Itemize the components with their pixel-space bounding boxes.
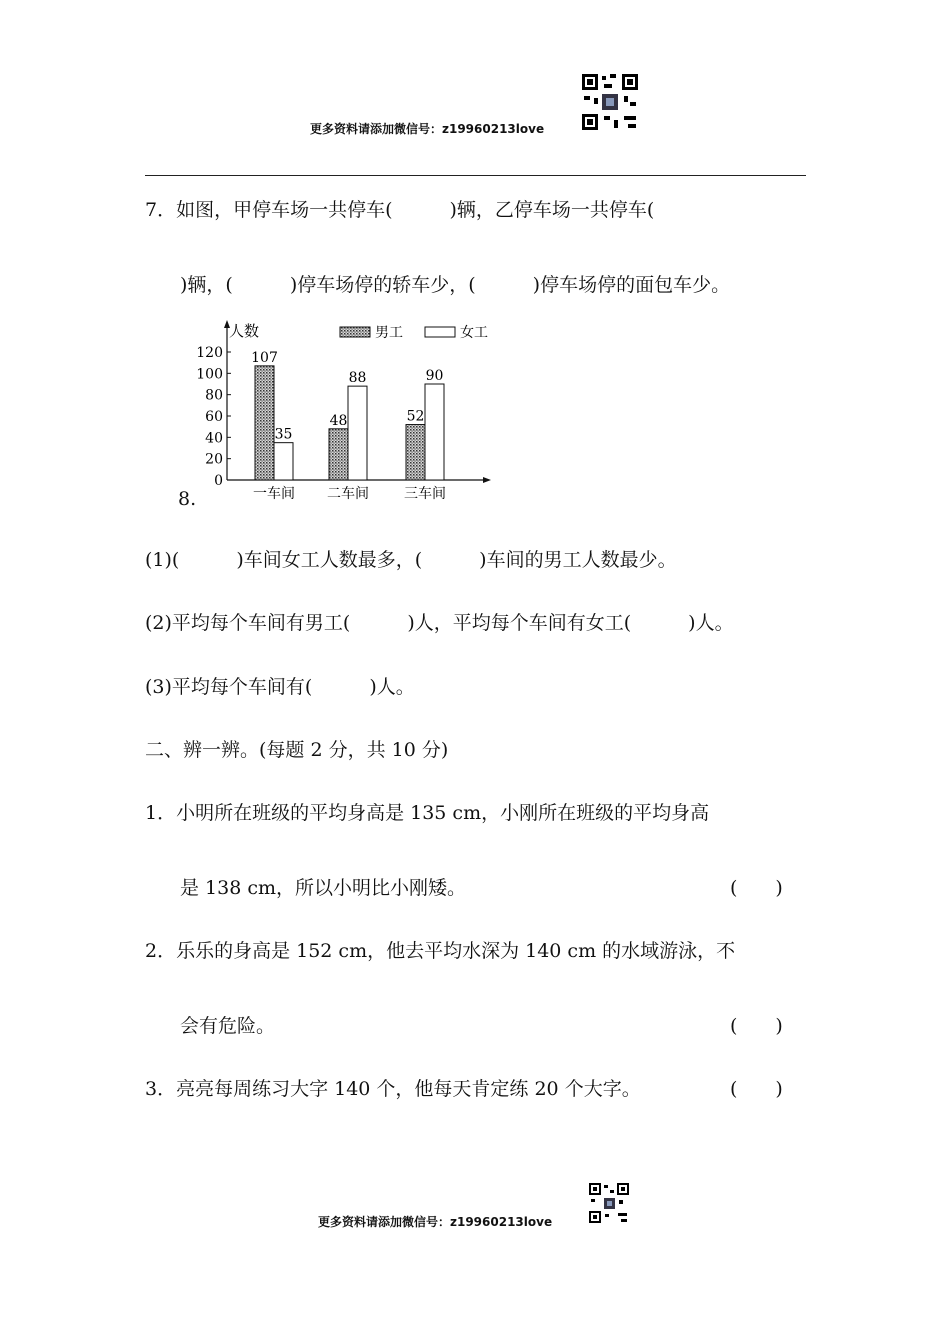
q8-sub2: (2)平均每个车间有男工( )人，平均每个车间有女工( )人。 (145, 612, 734, 634)
s2-q2-line2: 会有危险。 (180, 1015, 276, 1037)
x-axis-arrow (483, 477, 491, 483)
x-tick-label-2: 二车间 (327, 486, 369, 502)
s2-q1-line2: 是 138 cm，所以小明比小刚矮。 (180, 877, 467, 899)
data-label-female-2: 88 (348, 370, 367, 387)
bar-male-2 (329, 429, 348, 480)
qr-code-icon-footer (588, 1182, 630, 1224)
q8-number: 8. (178, 488, 197, 510)
y-tick-label: 80 (205, 387, 223, 404)
data-label-male-2: 48 (329, 412, 348, 429)
x-tick-label-1: 一车间 (253, 486, 295, 502)
data-label-male-3: 52 (406, 408, 425, 425)
legend-label-male: 男工 (375, 325, 403, 341)
s2-q1-answer-blank[interactable]: ( ) (730, 877, 783, 899)
legend-label-female: 女工 (460, 325, 488, 341)
bar-female-2 (348, 386, 367, 480)
q7-line2: )辆，( )停车场停的轿车少，( )停车场停的面包车少。 (180, 274, 731, 296)
data-label-male-1: 107 (251, 349, 278, 366)
q7-line1: 7．如图，甲停车场一共停车( )辆，乙停车场一共停车( (145, 199, 655, 221)
qr-code-icon (580, 72, 640, 132)
s2-q3-answer-blank[interactable]: ( ) (730, 1078, 783, 1100)
footer-watermark: 更多资料请添加微信号：z19960213love (318, 1215, 553, 1229)
bar-female-1 (274, 443, 293, 480)
s2-q1-line1: 1．小明所在班级的平均身高是 135 cm，小刚所在班级的平均身高 (145, 802, 710, 824)
y-axis-label: 人数 (229, 322, 260, 340)
legend-swatch-female (425, 327, 455, 337)
q8-sub3: (3)平均每个车间有( )人。 (145, 676, 415, 698)
y-tick-label: 0 (214, 473, 223, 489)
y-tick-label: 20 (205, 451, 223, 468)
bar-female-3 (425, 384, 444, 480)
s2-q2-answer-blank[interactable]: ( ) (730, 1015, 783, 1037)
workshop-bar-chart (185, 318, 505, 510)
header-divider (145, 175, 806, 176)
s2-q2-line1: 2．乐乐的身高是 152 cm，他去平均水深为 140 cm 的水域游泳，不 (145, 940, 736, 962)
header-watermark: 更多资料请添加微信号：z19960213love (310, 122, 545, 136)
q8-sub1: (1)( )车间女工人数最多，( )车间的男工人数最少。 (145, 549, 677, 571)
y-tick-label: 100 (196, 366, 223, 383)
bar-male-1 (255, 366, 274, 480)
y-tick-label: 60 (205, 409, 223, 425)
bar-male-3 (406, 425, 425, 480)
data-label-female-3: 90 (425, 368, 444, 384)
data-label-female-1: 35 (274, 426, 293, 443)
y-tick-label: 120 (196, 345, 223, 361)
x-tick-label-3: 三车间 (404, 486, 446, 502)
legend-swatch-male (340, 327, 370, 337)
y-tick-label: 40 (205, 430, 223, 447)
section2-title: 二、辨一辨。(每题 2 分，共 10 分) (145, 739, 449, 761)
s2-q3-line1: 3．亮亮每周练习大字 140 个，他每天肯定练 20 个大字。 (145, 1078, 641, 1100)
